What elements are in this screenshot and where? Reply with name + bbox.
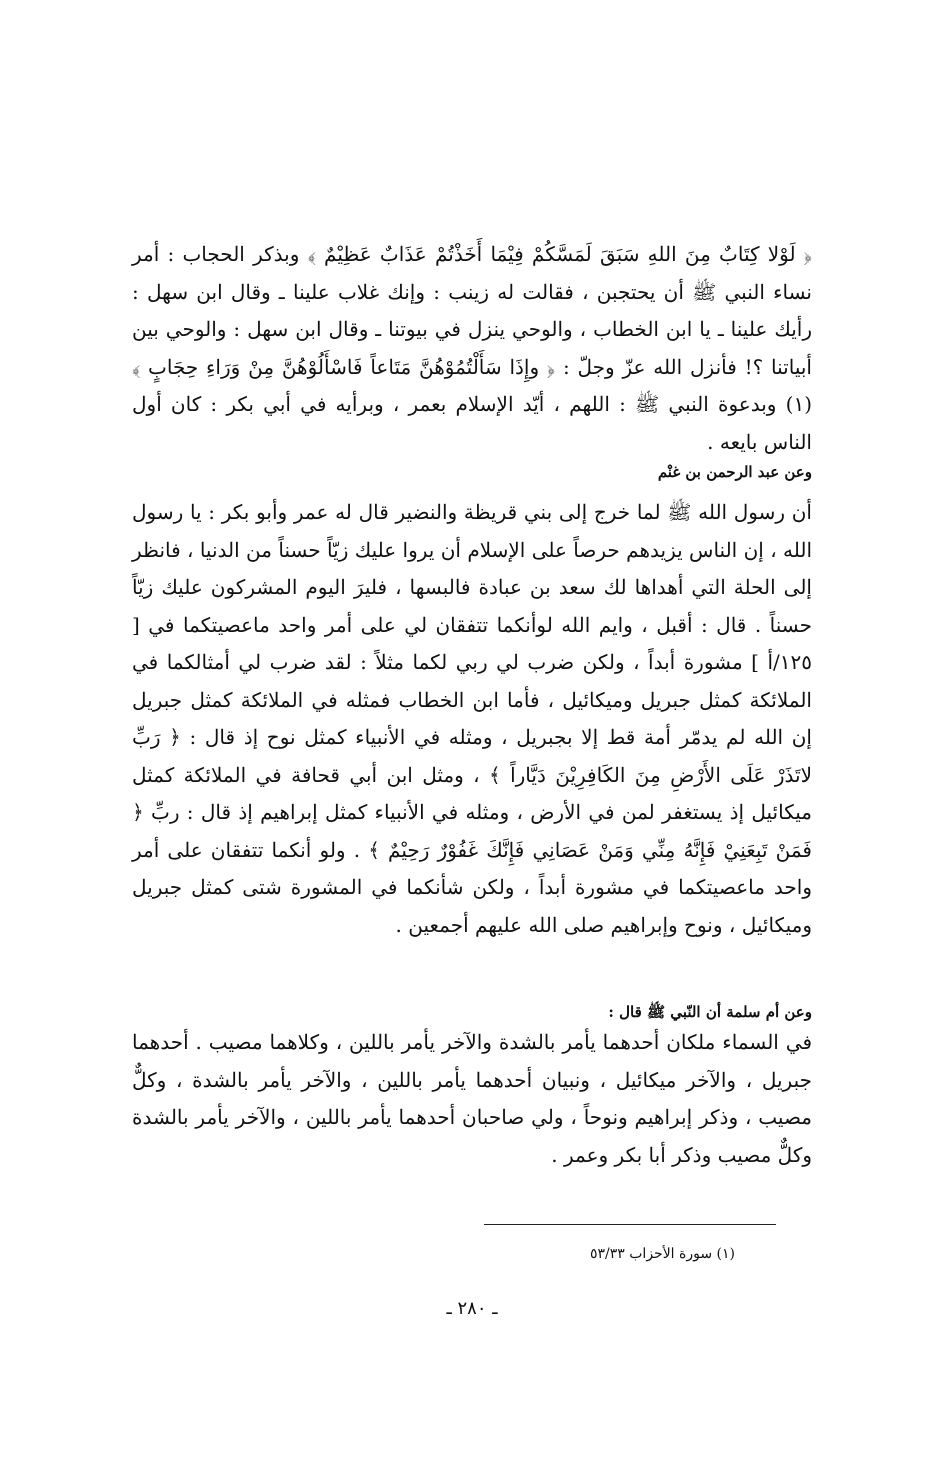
narration-heading: وعن أم سلمة أن النّبي ﷺ قال :	[608, 1003, 812, 1021]
text-block-3	[132, 1024, 812, 1174]
narration-heading: وعن عبد الرحمن بن غنْم	[657, 463, 812, 481]
text-block-2	[132, 494, 812, 944]
footnote-separator	[484, 1224, 776, 1225]
body-paragraph: أن رسول الله ﷺ لما خرج إلى بني قريظة والنضير قال له عمر وأبو بكر : يا رسول الله ، إن الناس يزيدهم حرصاً على الإسلام أن يروا عليك زيّاً حسناً من الدنيا ، فانظر إلى الحلة التي أهداها لك سعد بن عبادة فالبسها ، فليرَ اليوم المشركون عليك زيّاً حسناً . قال : أقبل ، وايم الله لوأنكما تتفقان لي على أمر واحد ماعصيتكما في [ ١٢٥/أ ] مشورة أبداً ، ولكن ضرب لي ربي لكما مثلاً : لقد ضرب لي أمثالكما في الملائكة كمثل جبريل وميكائيل ، فأما ابن الخطاب فمثله في الملائكة كمثل جبريل إن الله لم يدمّر أمة قط إلا بجبريل ، ومثله في الأنبياء كمثل نوح إذ قال : ﴿ رَبِّ لاتَذَرْ عَلَى الأَرْضِ مِنَ الكَافِرِيْنَ دَيَّاراً ﴾ ، ومثل ابن أبي قحافة في الملائكة كمثل ميكائيل إذ يستغفر لمن في الأرض ، ومثله في الأنبياء كمثل إبراهيم إذ قال : ربِّ ﴿ فَمَنْ تَبِعَنِيْ فَإِنَّهُ مِنِّي وَمَنْ عَصَانِي فَإِنَّكَ غَفُوْرٌ رَحِيْمٌ ﴾ . ولو أنكما تتفقان على أمر واحد ماعصيتكما في مشورة أبداً ، ولكن شأنكما في المشورة شتى كمثل جبريل وميكائيل ، ونوح وإبراهيم صلى الله عليهم أجمعين .	[132, 500, 812, 937]
body-paragraph: في السماء ملكان أحدهما يأمر بالشدة والآخر يأمر باللين ، وكلاهما مصيب . أحدهما جبريل ، والآخر ميكائيل ، ونبيان أحدهما يأمر باللين ، والآخر يأمر بالشدة ، وكلٌّ مصيب ، وذكر إبراهيم ونوحاً ، ولي صاحبان أحدهما يأمر باللين ، والآخر يأمر بالشدة وكلٌّ مصيب وذكر أبا بكر وعمر .	[132, 1030, 813, 1167]
text-block-1	[132, 236, 812, 461]
section-heading-block	[132, 1000, 812, 1024]
page-number: ـ ٢٨٠ ـ	[446, 1298, 498, 1319]
body-paragraph: ﴿ لَوْلا كِتَابٌ مِنَ اللهِ سَبَقَ لَمَسَّكُمْ فِيْمَا أَخَذْتُمْ عَذَابٌ عَظِيْمٌ ﴾ وبذكر الحجاب : أمر نساء النبي ﷺ أن يحتجبن ، فقالت له زينب : وإنك غلاب علينا ـ وقال ابن سهل : رأيك علينا ـ يا ابن الخطاب ، والوحي ينزل في بيوتنا ـ وقال ابن سهل : والوحي بين أبياتنا ؟! فأنزل الله عزّ وجلّ : ﴿ وإِذَا سَأَلْتُمُوْهُنَّ مَتَاعاً فَاسْأَلُوْهُنَّ مِنْ وَرَاءِ حِجَابٍ ﴾(١) وبدعوة النبي ﷺ : اللهم ، أيّد الإسلام بعمر ، وبرأيه في أبي بكر : كان أول الناس بايعه .	[132, 242, 812, 454]
footnote: (١) سورة الأحزاب ٥٣/٣٣	[590, 1246, 735, 1262]
section-heading-block	[132, 460, 812, 484]
